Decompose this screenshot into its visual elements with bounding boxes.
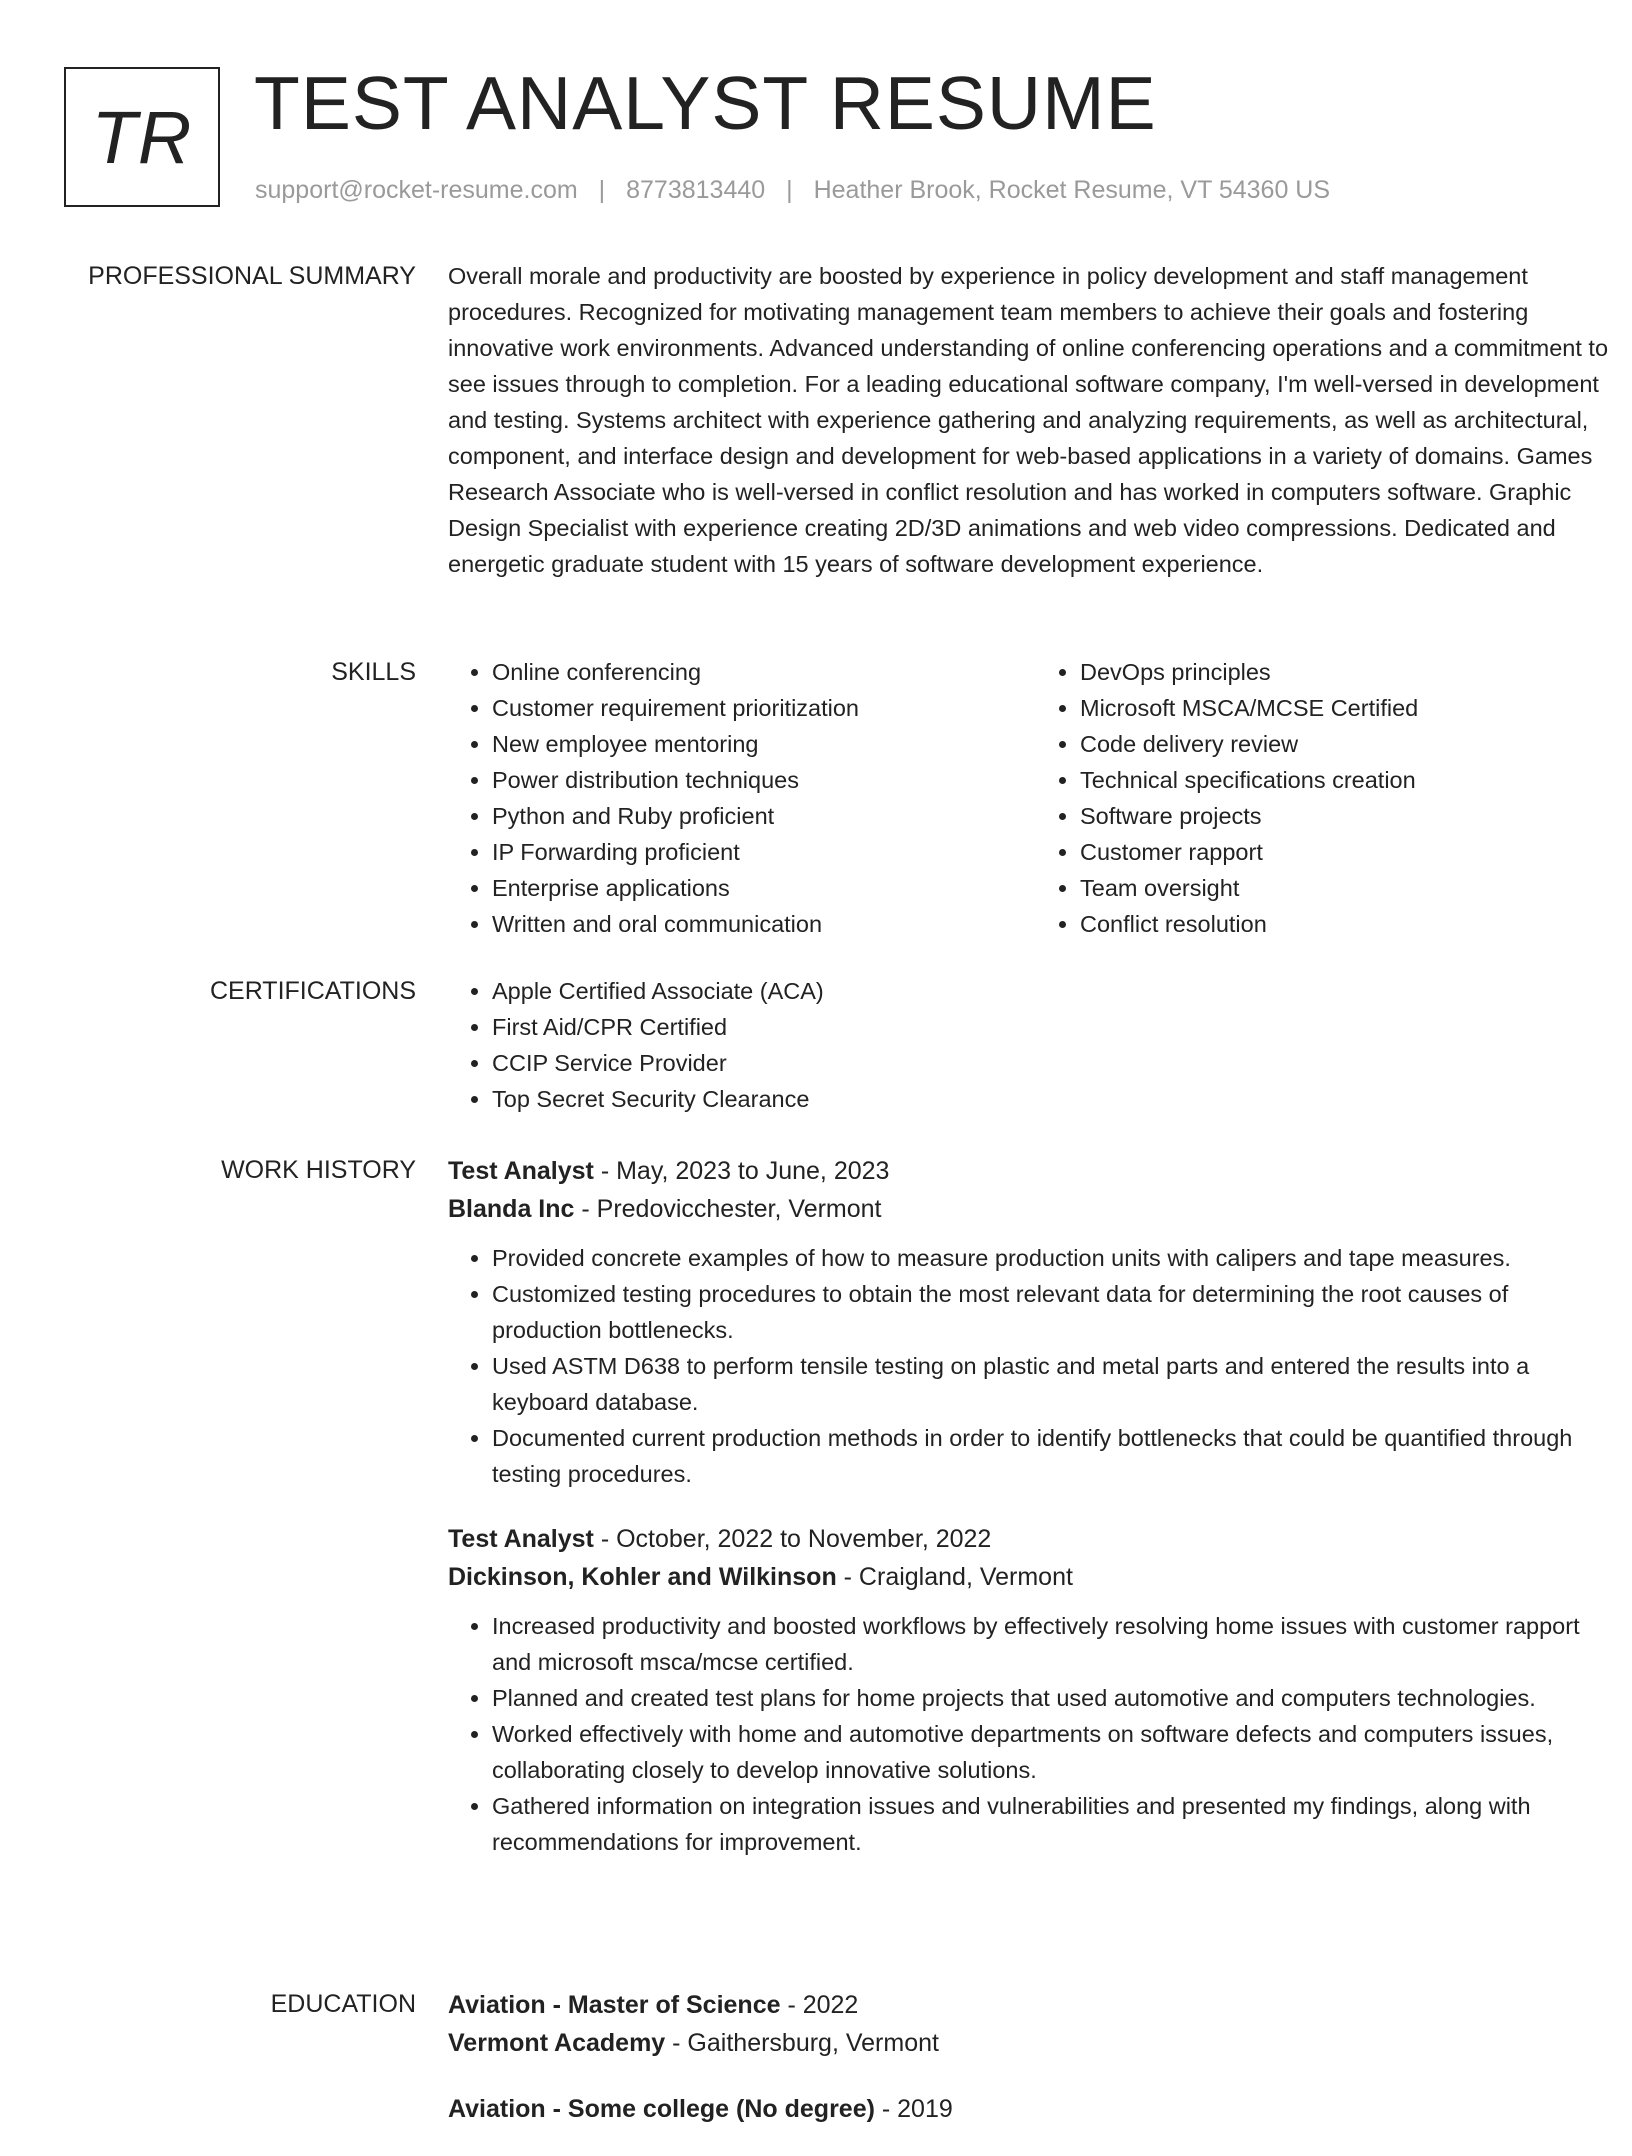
certification-item: • Apple Certified Associate (ACA) [492, 973, 1624, 1009]
resume-title: TEST ANALYST RESUME [254, 61, 1157, 145]
job-company: Blanda Inc [448, 1195, 575, 1223]
education-school-line [448, 2024, 1624, 2062]
skill-item: • Team oversight [1080, 870, 1624, 906]
job-title-line [448, 1152, 1624, 1190]
skill-item: • Software projects [1080, 798, 1624, 834]
job-company-line [448, 1190, 1624, 1228]
skill-item: • Python and Ruby proficient [492, 798, 1036, 834]
education-school: Vermont Academy [448, 2029, 666, 2057]
education-entry [448, 1986, 1624, 2062]
job-bullet: • Provided concrete examples of how to measure production units with calipers and tape measures. [492, 1240, 1624, 1276]
summary-body [448, 258, 1624, 582]
contact-phone: 8773813440 [626, 176, 766, 204]
skills-list-right [1036, 654, 1624, 942]
education-entry [448, 2090, 1624, 2128]
skill-item: • Microsoft MSCA/MCSE Certified [1080, 690, 1624, 726]
monogram-badge: TR [64, 67, 220, 207]
job-bullets [448, 1608, 1624, 1860]
certifications-body [448, 973, 1624, 1117]
skills-body [448, 654, 1624, 942]
education-degree: Aviation - Master of Science [448, 1991, 781, 2019]
skill-item: • Code delivery review [1080, 726, 1624, 762]
education-year: - 2022 [780, 1991, 859, 2019]
skills-heading: SKILLS [331, 658, 416, 686]
job-bullet: • Gathered information on integration issues and vulnerabilities and presented my findings, along with recommendations for improvement. [492, 1788, 1624, 1860]
skill-item: • Online conferencing [492, 654, 1036, 690]
work-history-body [448, 1152, 1624, 1888]
education-year: - 2019 [874, 2095, 953, 2123]
skill-item: • DevOps principles [1080, 654, 1624, 690]
job-bullet: • Worked effectively with home and automotive departments on software defects and computers issues, collaborating closely to develop innovative solutions. [492, 1716, 1624, 1788]
education-degree-line [448, 1986, 1624, 2024]
job-location: - Predovicchester, Vermont [574, 1195, 882, 1223]
skill-item: • Conflict resolution [1080, 906, 1624, 942]
contact-line [255, 176, 1330, 205]
job-title: Test Analyst [448, 1525, 594, 1553]
skill-item: • Customer requirement prioritization [492, 690, 1036, 726]
contact-separator: | [598, 176, 606, 204]
job-title-line [448, 1520, 1624, 1558]
job-bullets [448, 1240, 1624, 1492]
skill-item: • Customer rapport [1080, 834, 1624, 870]
summary-text: Overall morale and productivity are boosted by experience in policy development and staff management procedures. Recognized for motivating management team members to achieve their goals and fostering innovative work environments. Advanced understanding of online conferencing operations and a commitment to see issues through to completion. For a leading educational software company, I'm well-versed in development and testing. Systems architect with experience gathering and analyzing requirements, as well as architectural, component, and interface design and development for web-based applications in a variety of domains. Games Research Associate who is well-versed in conflict resolution and has worked in computers software. Graphic Design Specialist with experience creating 2D/3D animations and web video compressions. Dedicated and energetic graduate student with 15 years of software development experience. [448, 263, 1609, 577]
certifications-list [448, 973, 1624, 1117]
job-title: Test Analyst [448, 1157, 594, 1185]
contact-email: support@rocket-resume.com [255, 176, 578, 204]
summary-heading: PROFESSIONAL SUMMARY [88, 262, 416, 290]
skills-list-left [448, 654, 1036, 942]
certification-item: • First Aid/CPR Certified [492, 1009, 1624, 1045]
job-bullet: • Customized testing procedures to obtain the most relevant data for determining the root causes of production bottlenecks. [492, 1276, 1624, 1348]
skill-item: • New employee mentoring [492, 726, 1036, 762]
job-bullet: • Documented current production methods in order to identify bottlenecks that could be quantified through testing procedures. [492, 1420, 1624, 1492]
education-degree-line [448, 2090, 1624, 2128]
job-company: Dickinson, Kohler and Wilkinson [448, 1563, 837, 1591]
skill-item: • IP Forwarding proficient [492, 834, 1036, 870]
job-bullet: • Increased productivity and boosted workflows by effectively resolving home issues with customer rapport and microsoft msca/mcse certified. [492, 1608, 1624, 1680]
skill-item: • Technical specifications creation [1080, 762, 1624, 798]
skill-item: • Power distribution techniques [492, 762, 1036, 798]
job-company-line [448, 1558, 1624, 1596]
job-dates: - May, 2023 to June, 2023 [593, 1157, 890, 1185]
resume-header [64, 61, 1564, 214]
job-location: - Craigland, Vermont [836, 1563, 1073, 1591]
contact-address: Heather Brook, Rocket Resume, VT 54360 US [813, 176, 1331, 204]
job-entry [448, 1152, 1624, 1492]
education-body [448, 1986, 1624, 2156]
certification-item: • CCIP Service Provider [492, 1045, 1624, 1081]
job-dates: - October, 2022 to November, 2022 [593, 1525, 992, 1553]
skill-item: • Enterprise applications [492, 870, 1036, 906]
certification-item: • Top Secret Security Clearance [492, 1081, 1624, 1117]
work-history-heading: WORK HISTORY [221, 1156, 416, 1184]
skill-item: • Written and oral communication [492, 906, 1036, 942]
contact-separator: | [786, 176, 793, 204]
education-location: - Gaithersburg, Vermont [665, 2029, 939, 2057]
education-degree: Aviation - Some college (No degree) [448, 2095, 875, 2123]
certifications-heading: CERTIFICATIONS [209, 977, 416, 1005]
job-entry [448, 1520, 1624, 1860]
job-bullet: • Planned and created test plans for home projects that used automotive and computers technologies. [492, 1680, 1624, 1716]
job-bullet: • Used ASTM D638 to perform tensile testing on plastic and metal parts and entered the results into a keyboard database. [492, 1348, 1624, 1420]
education-heading: EDUCATION [270, 1990, 416, 2018]
